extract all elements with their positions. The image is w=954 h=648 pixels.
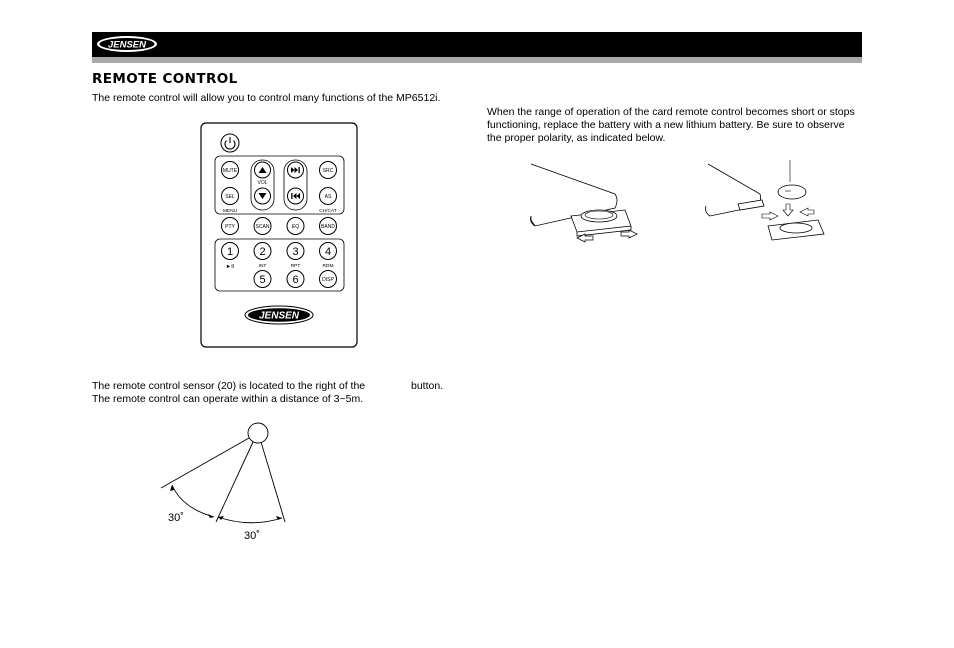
header-rule <box>92 57 862 63</box>
num-1-label: 1 <box>226 246 234 258</box>
intro-text: The remote control will allow you to control many functions of the MP6512i. <box>92 92 441 104</box>
vol-label: VOL <box>257 180 268 186</box>
scan-label: SCAN <box>255 224 270 230</box>
battery-removal-illustration <box>527 160 645 246</box>
arrow-down-icon <box>783 204 793 216</box>
arrow-left-icon <box>577 234 593 242</box>
num-6-label: 6 <box>292 274 299 286</box>
disp-label: DISP <box>322 277 334 283</box>
num-2-label: 2 <box>259 246 266 258</box>
arrow-right-icon <box>762 212 778 220</box>
as-label: AS <box>324 194 332 200</box>
jensen-logo <box>96 35 158 53</box>
arrow-left-icon <box>800 208 814 216</box>
src-label: SRC <box>322 168 334 174</box>
remote-logo-text: JENSEN <box>258 310 300 322</box>
num-3-label: 3 <box>292 246 299 258</box>
sensor-text-2: The remote control can operate within a distance of 3~5m. <box>92 393 364 405</box>
sel-label: SEL <box>225 194 235 200</box>
pty-label: PTY <box>225 224 235 230</box>
sensor-text-1: The remote control sensor (20) is located to the right of the <box>92 380 366 392</box>
rdm-label: RDM <box>322 264 334 269</box>
battery-text: When the range of operation of the card remote control becomes short or stops functioning, replace the battery with a new lithium battery. Be sure to observe the proper polarity, as indicated below. <box>487 106 855 144</box>
remote-control-illustration <box>200 122 358 348</box>
angle-bottom-label: 30˚ <box>244 530 260 542</box>
mute-label: MUTE <box>222 168 238 174</box>
chcat-label: CH/CAT <box>319 209 337 214</box>
sensor-circle <box>248 423 268 443</box>
header-bar <box>92 32 862 57</box>
int-label: INT <box>258 264 267 269</box>
band-label: BAND <box>321 224 335 230</box>
battery-insert-illustration <box>700 160 830 246</box>
section-title: REMOTE CONTROL <box>92 71 238 87</box>
sensor-text-1-end: button. <box>411 380 444 392</box>
operating-angle-diagram <box>160 420 300 545</box>
logo-text: JENSEN <box>107 39 147 51</box>
play-pause-label: ►II <box>225 264 235 270</box>
angle-left-label: 30˚ <box>168 512 184 524</box>
num-5-label: 5 <box>259 274 266 286</box>
rpt-label: RPT <box>290 264 301 269</box>
menu-label: MENU <box>222 209 238 214</box>
lithium-battery <box>778 185 806 199</box>
num-4-label: 4 <box>324 246 332 258</box>
eq-label: EQ <box>291 224 300 230</box>
